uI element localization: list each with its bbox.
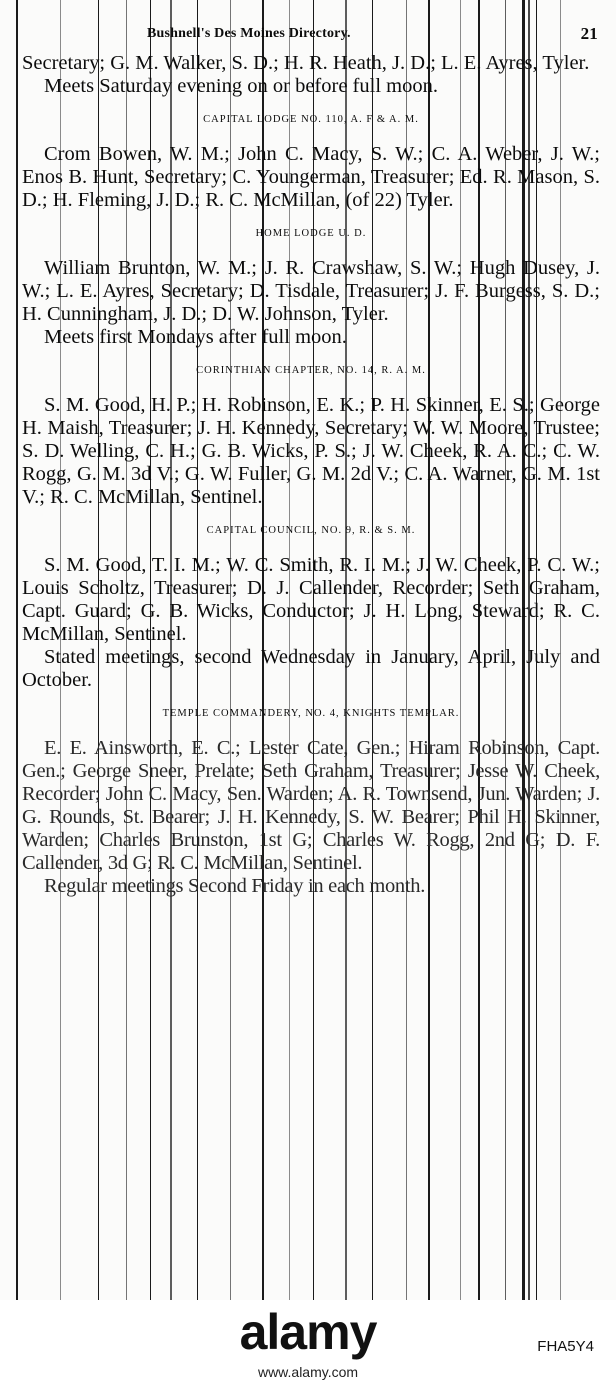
paragraph: Secretary; G. M. Walker, S. D.; H. R. Heath, J. D.; L. E. Ayres, Tyler. [22,52,590,74]
paragraph: William Brunton, W. M.; J. R. Crawshaw, S. W.; Hugh Dusey, J. W.; L. E. Ayres, Secretary; D. Tisdale, Treasurer; J. F. Burgess, S. D.; H. Cunningham, J. D.; D. W. Johnson, Tyler. [22,257,600,325]
paragraph: Regular meetings Second Friday in each month. [44,875,426,897]
section-heading: CAPITAL LODGE NO. 110, A. F & A. M. [203,114,419,125]
running-head-title: Bushnell's Des Moines Directory. [147,26,351,41]
scan-streak [16,0,18,1300]
paragraph: Crom Bowen, W. M.; John C. Macy, S. W.; C. A. Weber, J. W.; Enos B. Hunt, Secretary; C. Youngerman, Treasurer; Ed. R. Mason, S. D.; H. Fleming, J. D.; R. C. McMillan, (of 22) Tyler. [22,143,600,211]
paragraph: S. M. Good, T. I. M.; W. C. Smith, R. I. M.; J. W. Cheek, P. C. W.; Louis Scholtz, Treasurer; D. J. Callender, Recorder; Seth Graham, Capt. Guard; G. B. Wicks, Conductor; J. H. Long, Steward; R. C. McMillan, Sentinel. [22,554,600,645]
section-corinthian-chapter [22,365,600,509]
page-number: 21 [580,24,598,43]
section-heading: TEMPLE COMMANDERY, NO. 4, KNIGHTS TEMPLAR. [162,708,460,719]
section-temple-commandery [22,708,600,898]
paragraph: Meets first Mondays after full moon. [44,326,347,348]
footer-url: www.alamy.com [257,1364,359,1380]
section-continued [22,52,600,98]
running-head [22,26,600,52]
directory-text [22,26,600,898]
paragraph: S. M. Good, H. P.; H. Robinson, E. K.; P. H. Skinner, E. S.; George H. Maish, Treasurer; J. H. Kennedy, Secretary; W. W. Moore, Trustee; S. D. Welling, C. H.; G. B. Wicks, P. S.; J. W. Cheek, R. A. C.; C. W. Rogg, G. M. 3d V.; G. W. Fuller, G. M. 2d V.; C. A. Warner, G. M. 1st V.; R. C. McMillan, Sentinel. [22,394,600,508]
paragraph: E. E. Ainsworth, E. C.; Lester Cate, Gen.; Hiram Robinson, Capt. Gen.; George Sneer, Prelate; Seth Graham, Treasurer; Jesse W. Cheek, Recorder; John C. Macy, Sen. Warden; A. R. Townsend, Jun. Warden; J. G. Rounds, St. Bearer; J. H. Kennedy, S. W. Bearer; Phil H. Skinner, Warden; Charles Brunston, 1st G; Charles W. Rogg, 2nd G; D. F. Callender, 3d G; R. C. McMillan, Sentinel. [22,737,600,874]
alamy-logo: alamy [239,1304,377,1360]
image-id: FHA5Y4 [537,1338,594,1355]
paragraph: Stated meetings, second Wednesday in January, April, July and October. [22,646,600,691]
paragraph: Meets Saturday evening on or before full moon. [44,75,438,97]
section-heading: CORINTHIAN CHAPTER, NO. 14, R. A. M. [196,365,426,376]
section-home-lodge [22,228,600,349]
section-capital-council [22,525,600,692]
section-heading: HOME LODGE U. D. [255,228,367,239]
section-heading: CAPITAL COUNCIL, NO. 9, R. & S. M. [206,525,416,536]
section-capital-lodge [22,114,600,212]
